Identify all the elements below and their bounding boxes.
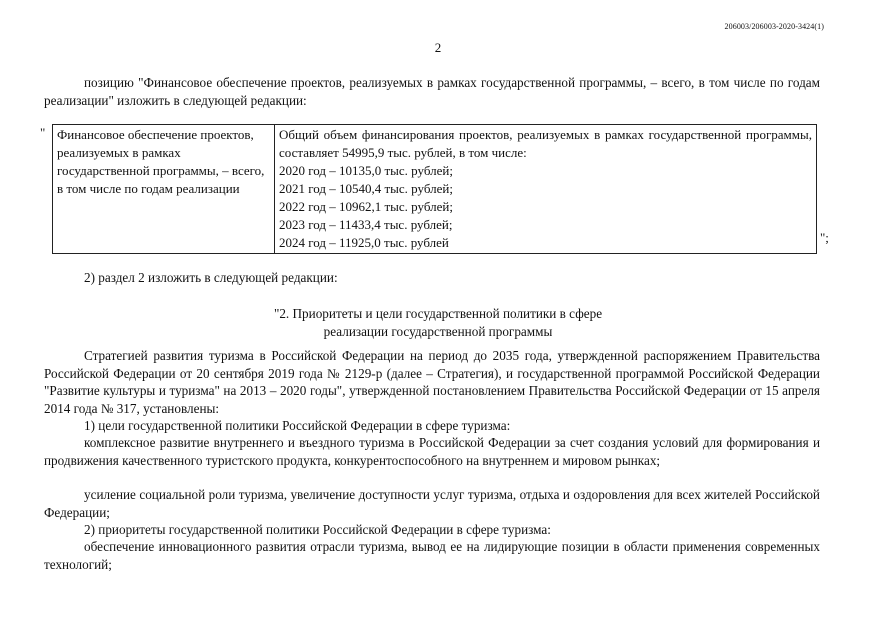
goal-1: комплексное развитие внутреннего и въездного туризма в Российской Федерации за счет создания условий для формирования и продвижения качественного туристского продукта, конкурентоспособного на внутреннем и мировом рынках; [44, 435, 820, 468]
financing-year-2023: 2023 год – 11433,4 тыс. рублей; [279, 217, 453, 232]
goals-title: 1) цели государственной политики Российской Федерации в сфере туризма: [84, 418, 511, 433]
priorities-title: 2) приоритеты государственной политики Российской Федерации в сфере туризма: [84, 522, 551, 537]
financing-year-2021: 2021 год – 10540,4 тыс. рублей; [279, 181, 453, 196]
table-open-quote: " [40, 125, 46, 140]
goal-2: усиление социальной роли туризма, увеличение доступности услуг туризма, отдыха и оздоровления для всех жителей Российской Федерации; [44, 487, 820, 520]
section-heading [0, 305, 876, 341]
priority-1: обеспечение инновационного развития отрасли туризма, вывод ее на лидирующие позиции в области применения современных технологий; [44, 539, 820, 572]
section-heading-line2: реализации государственной программы [323, 324, 553, 339]
table-row [53, 125, 817, 254]
financing-total: Общий объем финансирования проектов, реализуемых в рамках государственной программы, составляет 54995,9 тыс. рублей, в том числе: [279, 127, 812, 160]
financing-label-cell: Финансовое обеспечение проектов, реализуемых в рамках государственной программы, – всего, в том числе по годам реализации [53, 125, 275, 254]
financing-table [52, 124, 817, 254]
financing-year-2022: 2022 год – 10962,1 тыс. рублей; [279, 199, 453, 214]
table-close-quote: "; [820, 230, 829, 245]
financing-year-2024: 2024 год – 11925,0 тыс. рублей [279, 235, 449, 250]
financing-year-2020: 2020 год – 10135,0 тыс. рублей; [279, 163, 453, 178]
strategy-paragraph: Стратегией развития туризма в Российской Федерации на период до 2035 года, утвержденной распоряжением Правительства Российской Федерации от 20 сентября 2019 года № 2129-р (далее – Стратегия), и государственной программой Российской Федерации "Развитие культуры и туризма" на 2013 – 2020 годы", утвержденной постановлением Правительства Российской Федерации от 15 апреля 2014 года № 317, установлены: [44, 348, 820, 416]
financing-value-cell [275, 125, 817, 254]
document-id: 206003/206003-2020-3424(1) [724, 22, 824, 31]
section-heading-line1: "2. Приоритеты и цели государственной политики в сфере [273, 306, 603, 321]
intro-paragraph: позицию "Финансовое обеспечение проектов, реализуемых в рамках государственной программы, – всего, в том числе по годам реализации" изложить в следующей редакции: [44, 75, 820, 108]
section-change-paragraph: 2) раздел 2 изложить в следующей редакции: [84, 270, 338, 285]
page-number: 2 [434, 40, 442, 55]
